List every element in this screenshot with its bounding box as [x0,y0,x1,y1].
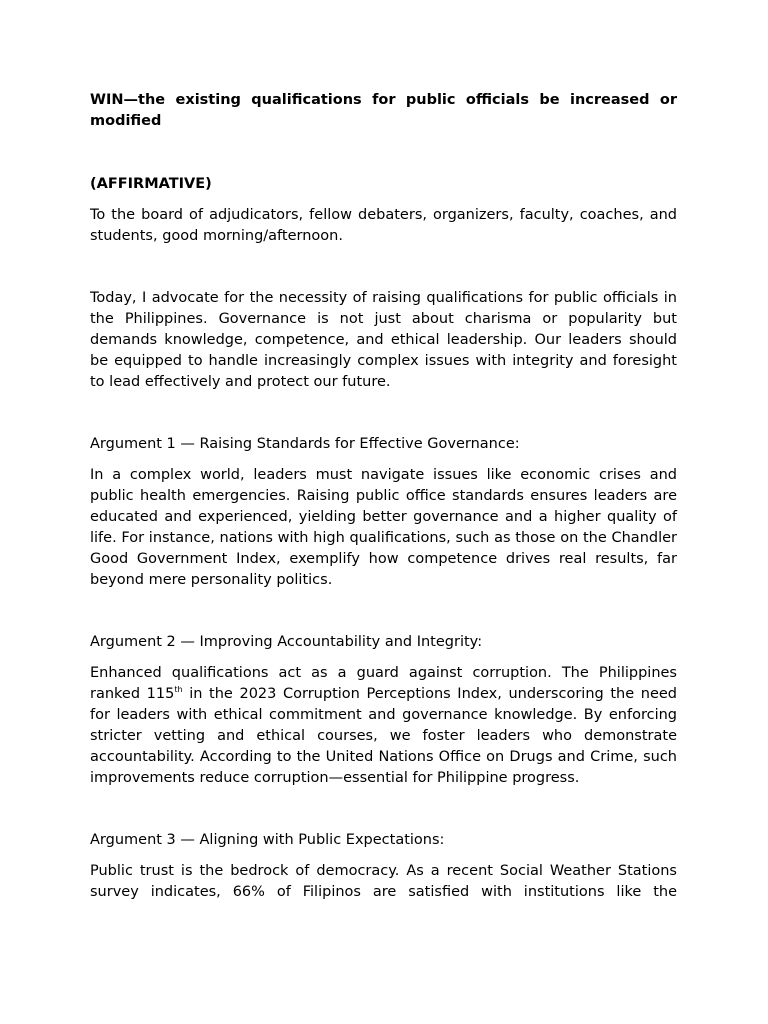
spacer [90,455,677,465]
spacer [90,195,677,205]
document-page [90,90,677,903]
greeting-paragraph: To the board of adjudicators, fellow debaters, organizers, faculty, coaches, and students, good morning/afternoon. [90,207,677,244]
argument-1-body: In a complex world, leaders must navigate issues like economic crises and public health emergencies. Raising public office standards ensures leaders are educated and experienced, yielding better governance and a higher quality of life. For instance, nations with high qualifications, such as those on the Chandler Good Government Index, exemplify how competence drives real results, far beyond mere personality politics. [90,467,677,588]
argument-2-body-part-1: Enhanced qualifications act as a guard against corruption. The Philippines ranked 115 [90,665,677,702]
argument-2-body-part-2: in the 2023 Corruption Perceptions Index, underscoring the need for leaders with ethical commitment and governance knowledge. By enforcing stricter vetting and ethical courses, we foster leaders who demonstrate accountability. According to the United Nations Office on Drugs and Crime, such improvements reduce corruption—essential for Philippine progress. [90,686,678,786]
spacer [90,789,677,830]
spacer [90,132,677,174]
intro-paragraph: Today, I advocate for the necessity of raising qualifications for public officials in the Philippines. Governance is not just about charisma or popularity but demands knowledge, competence, and ethical leadership. Our leaders should be equipped to handle increasingly complex issues with integrity and foresight to lead effectively and protect our future. [90,290,677,390]
side-label: (AFFIRMATIVE) [90,176,212,192]
spacer [90,247,677,288]
spacer [90,653,677,663]
argument-1-heading: Argument 1 — Raising Standards for Effective Governance: [90,436,520,452]
argument-3-body: Public trust is the bedrock of democracy. As a recent Social Weather Stations survey indicates, 66% of Filipinos are satisfied with institutions like the [90,863,677,900]
argument-2-heading: Argument 2 — Improving Accountability and Integrity: [90,634,483,650]
ordinal-suffix: th [174,685,183,694]
spacer [90,851,677,861]
argument-2-body [90,663,677,789]
spacer [90,591,677,632]
argument-3-heading: Argument 3 — Aligning with Public Expectations: [90,832,445,848]
document-title: WIN—the existing qualifications for public officials be increased or modified [90,92,677,129]
spacer [90,393,677,434]
